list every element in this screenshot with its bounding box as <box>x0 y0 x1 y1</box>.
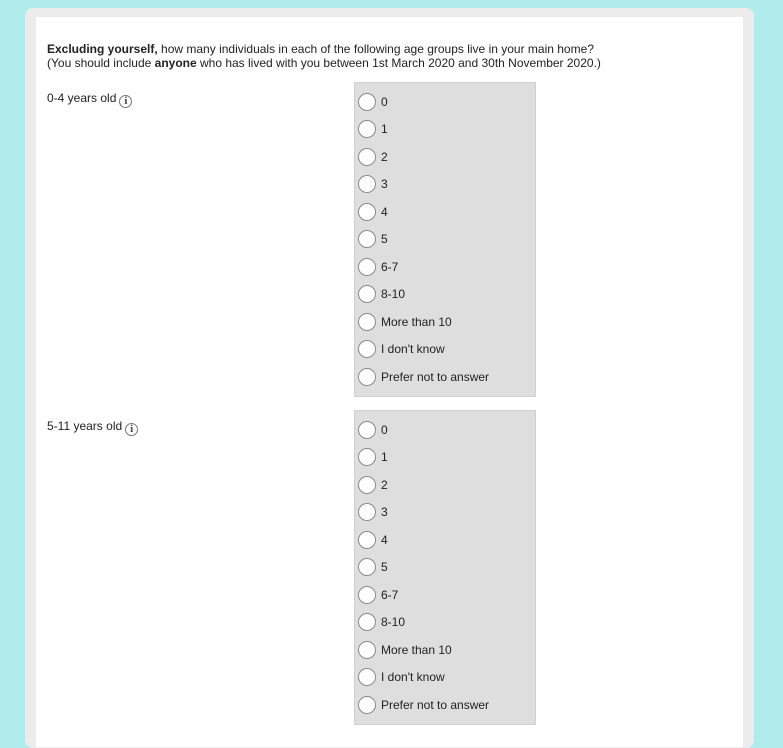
radio-option[interactable] <box>358 228 388 250</box>
radio-option-label: 0 <box>381 95 388 109</box>
radio-button[interactable] <box>358 558 376 576</box>
question-bold-prefix: Excluding yourself, <box>47 42 158 56</box>
radio-option[interactable] <box>358 611 405 633</box>
radio-group-0-4 <box>354 82 536 397</box>
question-line2-pre: (You should include <box>47 56 155 70</box>
question-line1: how many individuals in each of the following age groups live in your main home? <box>157 42 594 56</box>
radio-button[interactable] <box>358 668 376 686</box>
radio-option-label: 1 <box>381 122 388 136</box>
info-icon[interactable]: i <box>119 95 132 108</box>
radio-option-label: 1 <box>381 450 388 464</box>
radio-button[interactable] <box>358 230 376 248</box>
radio-option[interactable] <box>358 146 388 168</box>
age-group-label-text: 5-11 years old <box>47 419 123 433</box>
radio-option-label: 3 <box>381 177 388 191</box>
radio-button[interactable] <box>358 503 376 521</box>
age-group-label-5-11 <box>47 419 138 436</box>
radio-option[interactable] <box>358 639 452 661</box>
radio-option-label: 2 <box>381 478 388 492</box>
radio-button[interactable] <box>358 313 376 331</box>
radio-option-label: 6-7 <box>381 260 399 274</box>
radio-option[interactable] <box>358 474 388 496</box>
radio-option[interactable] <box>358 311 452 333</box>
radio-option-label: 5 <box>381 560 388 574</box>
radio-option-label: I don't know <box>381 342 445 356</box>
radio-option[interactable] <box>358 201 388 223</box>
radio-option-label: 4 <box>381 533 388 547</box>
radio-option[interactable] <box>358 338 445 360</box>
radio-button[interactable] <box>358 148 376 166</box>
radio-option-label: More than 10 <box>381 315 452 329</box>
radio-option-label: 2 <box>381 150 388 164</box>
radio-option[interactable] <box>358 256 398 278</box>
radio-button[interactable] <box>358 258 376 276</box>
radio-option[interactable] <box>358 694 489 716</box>
radio-option[interactable] <box>358 584 398 606</box>
radio-button[interactable] <box>358 203 376 221</box>
radio-button[interactable] <box>358 120 376 138</box>
radio-group-5-11 <box>354 410 536 725</box>
radio-option[interactable] <box>358 501 388 523</box>
question-line2-bold: anyone <box>154 56 197 70</box>
radio-button[interactable] <box>358 285 376 303</box>
radio-option-label: 0 <box>381 423 388 437</box>
radio-button[interactable] <box>358 93 376 111</box>
radio-button[interactable] <box>358 586 376 604</box>
question-text <box>47 42 727 70</box>
radio-option[interactable] <box>358 173 388 195</box>
radio-button[interactable] <box>358 340 376 358</box>
radio-option[interactable] <box>358 556 388 578</box>
radio-option-label: 8-10 <box>381 615 406 629</box>
age-group-label-text: 0-4 years old <box>47 91 117 105</box>
radio-option[interactable] <box>358 283 405 305</box>
age-group-label-0-4 <box>47 91 132 108</box>
radio-option-label: 4 <box>381 205 388 219</box>
radio-option-label: 8-10 <box>381 287 406 301</box>
radio-option-label: Prefer not to answer <box>381 370 490 384</box>
info-icon[interactable]: i <box>125 423 138 436</box>
radio-option-label: Prefer not to answer <box>381 698 490 712</box>
radio-option[interactable] <box>358 366 489 388</box>
radio-button[interactable] <box>358 696 376 714</box>
survey-card <box>36 17 743 747</box>
radio-option-label: I don't know <box>381 670 445 684</box>
radio-option[interactable] <box>358 666 445 688</box>
radio-button[interactable] <box>358 175 376 193</box>
radio-option[interactable] <box>358 419 388 441</box>
radio-option[interactable] <box>358 118 388 140</box>
radio-button[interactable] <box>358 368 376 386</box>
radio-option-label: 5 <box>381 232 388 246</box>
radio-button[interactable] <box>358 421 376 439</box>
radio-option-label: 6-7 <box>381 588 399 602</box>
radio-option[interactable] <box>358 91 388 113</box>
radio-option-label: 3 <box>381 505 388 519</box>
radio-button[interactable] <box>358 476 376 494</box>
radio-button[interactable] <box>358 613 376 631</box>
radio-button[interactable] <box>358 531 376 549</box>
radio-option[interactable] <box>358 446 388 468</box>
radio-button[interactable] <box>358 448 376 466</box>
radio-button[interactable] <box>358 641 376 659</box>
radio-option-label: More than 10 <box>381 643 452 657</box>
radio-option[interactable] <box>358 529 388 551</box>
question-line2-post: who has lived with you between 1st March 2020 and 30th November 2020.) <box>196 56 601 70</box>
